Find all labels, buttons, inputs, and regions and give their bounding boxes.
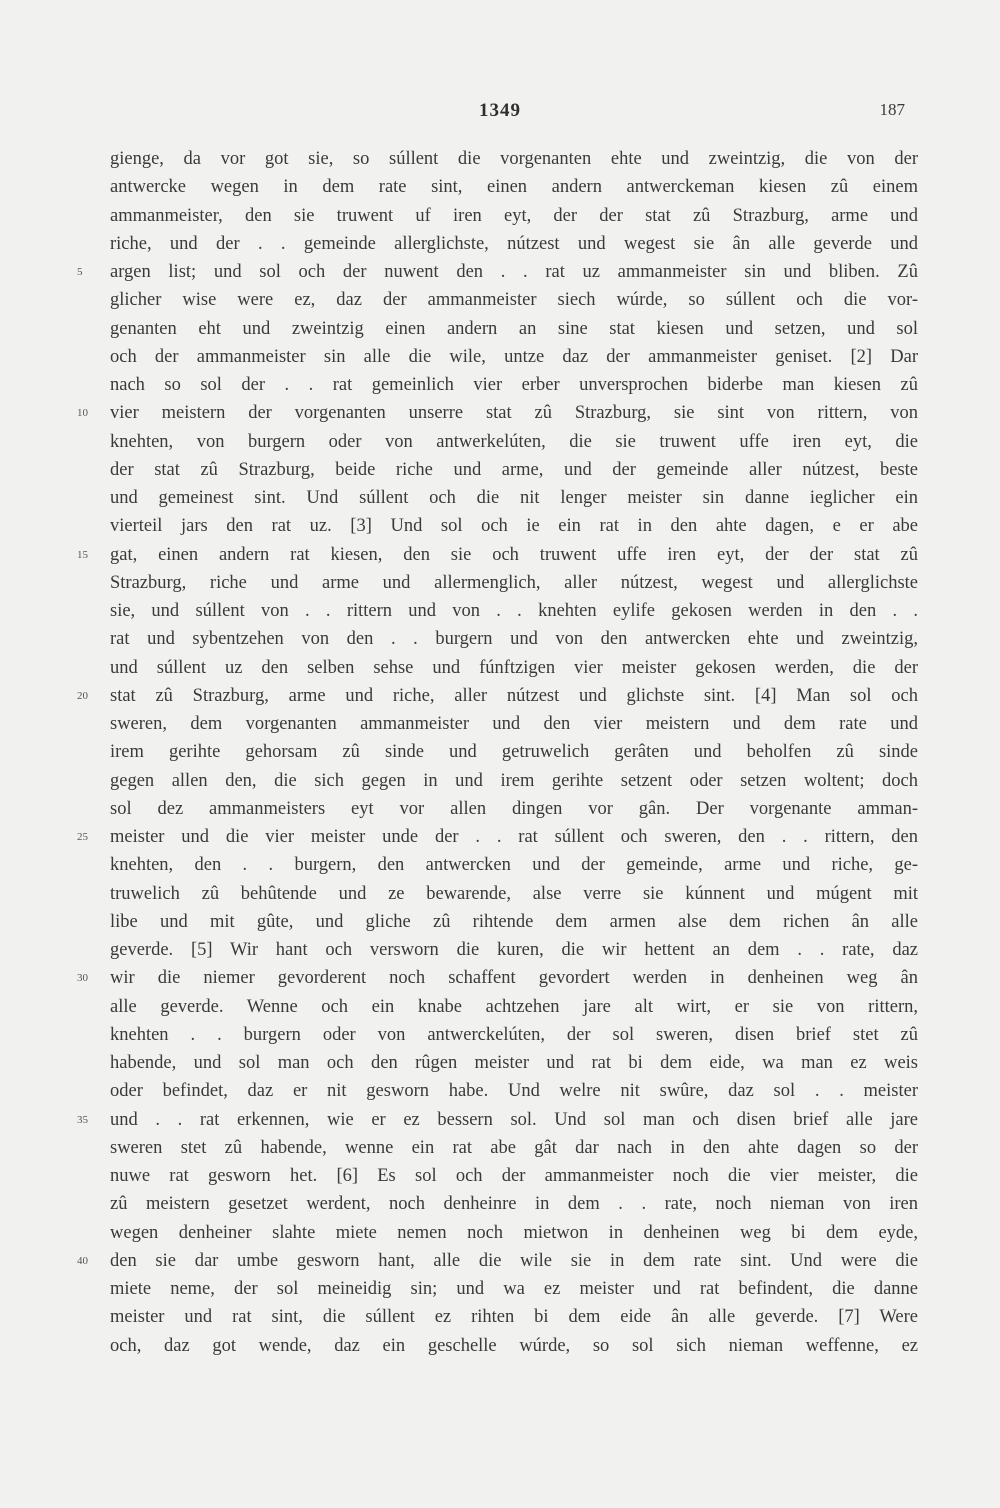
text-line <box>77 682 918 710</box>
text-line <box>110 1162 918 1190</box>
text-line <box>110 767 918 795</box>
line-number: 15 <box>77 548 88 561</box>
line-text: meister und die vier meister unde der . . rat súllent och sweren, den . . rittern, den <box>110 827 918 847</box>
text-line <box>110 343 918 371</box>
text-line <box>110 456 918 484</box>
line-text: stat zû Strazburg, arme und riche, aller nútzest und glichste sint. [4] Man sol och <box>110 685 918 706</box>
text-line <box>110 145 918 173</box>
text-line <box>110 1077 918 1105</box>
text-line <box>110 1332 918 1360</box>
line-number: 20 <box>77 689 88 702</box>
line-text: wir die niemer gevorderent noch schaffent gevordert werden in denheinen weg ân <box>110 968 918 989</box>
line-text: argen list; und sol och der nuwent den . . rat uz ammanmeister sin und bliben. Zû <box>110 262 918 282</box>
line-text: ammanmeister, den sie truwent uf iren eyt, der der stat zû Strazburg, arme und <box>110 205 918 226</box>
text-line <box>110 738 918 766</box>
line-text: och, daz got wende, daz ein geschelle wúrde, so sol sich nieman weffenne, ez <box>110 1335 918 1356</box>
text-line <box>110 569 918 597</box>
line-text: nach so sol der . . rat gemeinlich vier erber unversprochen biderbe man kiesen zû <box>110 375 918 395</box>
line-text: der stat zû Strazburg, beide riche und arme, und der gemeinde aller nútzest, beste <box>110 459 918 480</box>
text-line <box>110 173 918 201</box>
line-text: knehten, den . . burgern, den antwercken und der gemeinde, arme und riche, ge- <box>110 855 918 876</box>
line-text: miete neme, der sol meineidig sin; und wa ez meister und rat befindent, die danne <box>110 1279 918 1299</box>
text-line <box>110 1190 918 1218</box>
line-number: 30 <box>77 972 88 985</box>
line-text: alle geverde. Wenne och ein knabe achtzehen jare alt wirt, er sie von rittern, <box>110 996 918 1017</box>
text-line <box>110 371 918 399</box>
text-line <box>110 993 918 1021</box>
line-text: knehten . . burgern oder von antwerckelúten, der sol sweren, disen brief stet zû <box>110 1024 918 1045</box>
line-text: och der ammanmeister sin alle die wile, untze daz der ammanmeister geniset. [2] Dar <box>110 346 918 367</box>
line-text: oder befindet, daz er nit gesworn habe. Und welre nit swûre, daz sol . . meister <box>110 1081 918 1102</box>
text-line <box>110 1021 918 1049</box>
line-text: antwercke wegen in dem rate sint, einen andern antwerckeman kiesen zû einem <box>110 177 918 198</box>
line-text: und gemeinest sint. Und súllent och die nit lenger meister sin danne ieglicher ein <box>110 488 918 508</box>
text-line <box>77 399 918 427</box>
line-text: sweren stet zû habende, wenne ein rat abe gât dar nach in den ahte dagen so der <box>110 1137 918 1158</box>
line-text: gegen allen den, die sich gegen in und irem gerihte setzent oder setzen woltent; doch <box>110 770 918 791</box>
text-line <box>110 230 918 258</box>
text-line <box>110 315 918 343</box>
line-text: glicher wise were ez, daz der ammanmeister siech wúrde, so súllent och die vor- <box>110 290 918 311</box>
line-text: und súllent uz den selben sehse und fúnftzigen vier meister gekosen werden, die der <box>110 657 918 678</box>
text-line <box>110 1134 918 1162</box>
line-text: gat, einen andern rat kiesen, den sie och truwent uffe iren eyt, der der stat zû <box>110 544 918 565</box>
line-text: geverde. [5] Wir hant och versworn die kuren, die wir hettent an dem . . rate, daz <box>110 940 918 960</box>
line-number: 10 <box>77 407 88 420</box>
text-line <box>110 851 918 879</box>
text-line <box>110 484 918 512</box>
body-text <box>77 145 918 1360</box>
line-number: 5 <box>77 266 83 278</box>
line-text: gienge, da vor got sie, so súllent die vorgenanten ehte und zweintzig, die von der <box>110 149 918 169</box>
line-text: sol dez ammanmeisters eyt vor allen dingen vor gân. Der vorgenante amman- <box>110 798 918 819</box>
text-line <box>110 880 918 908</box>
text-line <box>110 286 918 314</box>
line-number: 25 <box>77 831 88 843</box>
text-line <box>110 512 918 540</box>
text-line <box>110 597 918 625</box>
text-line <box>110 908 918 936</box>
text-line <box>77 541 918 569</box>
line-text: und . . rat erkennen, wie er ez bessern sol. Und sol man och disen brief alle jare <box>110 1109 918 1130</box>
text-line <box>110 1219 918 1247</box>
text-line <box>110 936 918 964</box>
line-text: vier meistern der vorgenanten unserre stat zû Strazburg, sie sint von rittern, von <box>110 403 918 424</box>
line-text: genanten eht und zweintzig einen andern an sine stat kiesen und setzen, und sol <box>110 318 918 339</box>
line-text: wegen denheiner slahte miete nemen noch mietwon in denheinen weg bi dem eyde, <box>110 1222 918 1243</box>
line-text: irem gerihte gehorsam zû sinde und getruwelich gerâten und beholfen zû sinde <box>110 742 918 763</box>
text-line <box>77 1247 918 1275</box>
text-line <box>110 1275 918 1303</box>
line-text: rat und sybentzehen von den . . burgern und von den antwercken ehte und zweintzig, <box>110 629 918 650</box>
text-line <box>110 1049 918 1077</box>
page-number: 187 <box>879 100 905 119</box>
line-text: truwelich zû behûtende und ze bewarende, alse verre sie kúnnent und múgent mit <box>110 883 918 904</box>
text-line <box>110 428 918 456</box>
text-line <box>110 710 918 738</box>
text-line <box>110 795 918 823</box>
line-text: vierteil jars den rat uz. [3] Und sol och ie ein rat in den ahte dagen, e er abe <box>110 516 918 537</box>
text-line <box>77 823 918 851</box>
text-line <box>110 654 918 682</box>
text-line <box>110 625 918 653</box>
line-text: habende, und sol man och den rûgen meister und rat bi dem eide, wa man ez weis <box>110 1053 918 1073</box>
line-text: libe und mit gûte, und gliche zû rihtende dem armen alse dem richen ân alle <box>110 911 918 932</box>
line-text: meister und rat sint, die súllent ez rihten bi dem eide ân alle geverde. [7] Were <box>110 1307 918 1328</box>
text-line <box>77 964 918 992</box>
line-number: 35 <box>77 1113 88 1126</box>
line-text: Strazburg, riche und arme und allermenglich, aller nútzest, wegest und allerglichste <box>110 572 918 593</box>
line-number: 40 <box>77 1254 88 1267</box>
header-year: 1349 <box>479 100 521 121</box>
line-text: knehten, von burgern oder von antwerkelúten, die sie truwent uffe iren eyt, die <box>110 431 918 452</box>
text-line <box>110 202 918 230</box>
line-text: sie, und súllent von . . rittern und von . . knehten eylife gekosen werden in den . . <box>110 601 918 621</box>
text-line <box>77 1106 918 1134</box>
line-text: den sie dar umbe gesworn hant, alle die wile sie in dem rate sint. Und were die <box>110 1250 918 1271</box>
line-text: sweren, dem vorgenanten ammanmeister und den vier meistern und dem rate und <box>110 714 918 734</box>
text-line <box>77 258 918 286</box>
line-text: nuwe rat gesworn het. [6] Es sol och der ammanmeister noch die vier meister, die <box>110 1166 918 1186</box>
line-text: riche, und der . . gemeinde allerglichste, nútzest und wegest sie ân alle geverde und <box>110 233 918 254</box>
text-line <box>110 1303 918 1331</box>
line-text: zû meistern gesetzet werdent, noch denheinre in dem . . rate, noch nieman von iren <box>110 1194 918 1215</box>
